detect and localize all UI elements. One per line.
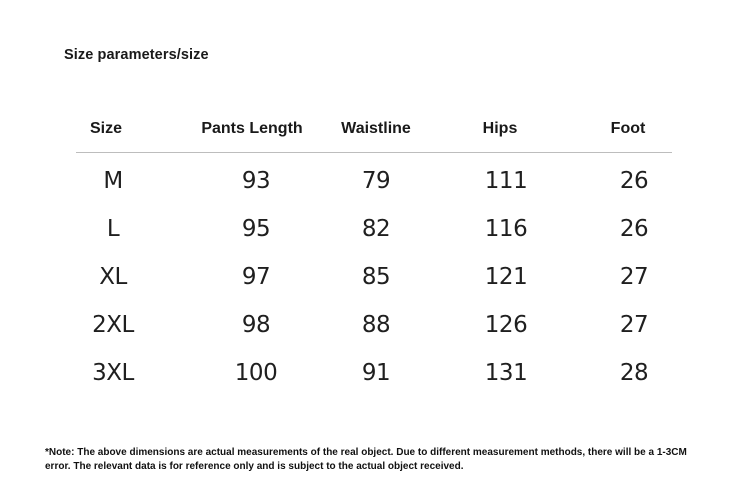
cell-pants-length: 95 xyxy=(241,216,271,242)
cell-waistline: 91 xyxy=(361,360,391,386)
table-header-row xyxy=(76,110,672,152)
cell-pants-length: 93 xyxy=(241,168,271,194)
cell-hips: 111 xyxy=(484,168,528,194)
cell-size: L xyxy=(106,216,120,242)
page-title: Size parameters/size xyxy=(64,47,209,63)
cell-pants-length: 98 xyxy=(241,312,271,338)
header-foot: Foot xyxy=(610,120,646,137)
measurement-note: *Note: The above dimensions are actual measurements of the real object. Due to different measurement methods, there will be a 1-3CM error. The relevant data is for reference only and is subject to the actual object received. xyxy=(45,447,687,472)
cell-foot: 26 xyxy=(619,216,649,242)
cell-waistline: 79 xyxy=(361,168,391,194)
header-divider xyxy=(76,152,672,153)
cell-size: XL xyxy=(99,264,127,290)
cell-size: M xyxy=(103,168,123,194)
table-row xyxy=(76,348,672,396)
cell-pants-length: 100 xyxy=(234,360,278,386)
table-row xyxy=(76,252,672,300)
cell-size: 3XL xyxy=(92,360,134,386)
cell-hips: 121 xyxy=(484,264,528,290)
cell-foot: 27 xyxy=(619,264,649,290)
table-row xyxy=(76,300,672,348)
header-waistline: Waistline xyxy=(341,120,411,137)
cell-waistline: 88 xyxy=(361,312,391,338)
cell-hips: 126 xyxy=(484,312,528,338)
cell-pants-length: 97 xyxy=(241,264,271,290)
table-body xyxy=(76,156,672,396)
cell-waistline: 82 xyxy=(361,216,391,242)
header-size: Size xyxy=(89,120,123,137)
size-table xyxy=(76,110,672,386)
table-row xyxy=(76,156,672,204)
cell-hips: 131 xyxy=(484,360,528,386)
cell-foot: 28 xyxy=(619,360,649,386)
cell-foot: 26 xyxy=(619,168,649,194)
header-hips: Hips xyxy=(482,120,518,137)
table-row xyxy=(76,204,672,252)
cell-size: 2XL xyxy=(92,312,134,338)
cell-waistline: 85 xyxy=(361,264,391,290)
cell-hips: 116 xyxy=(484,216,528,242)
header-pants-length: Pants Length xyxy=(201,120,303,137)
cell-foot: 27 xyxy=(619,312,649,338)
